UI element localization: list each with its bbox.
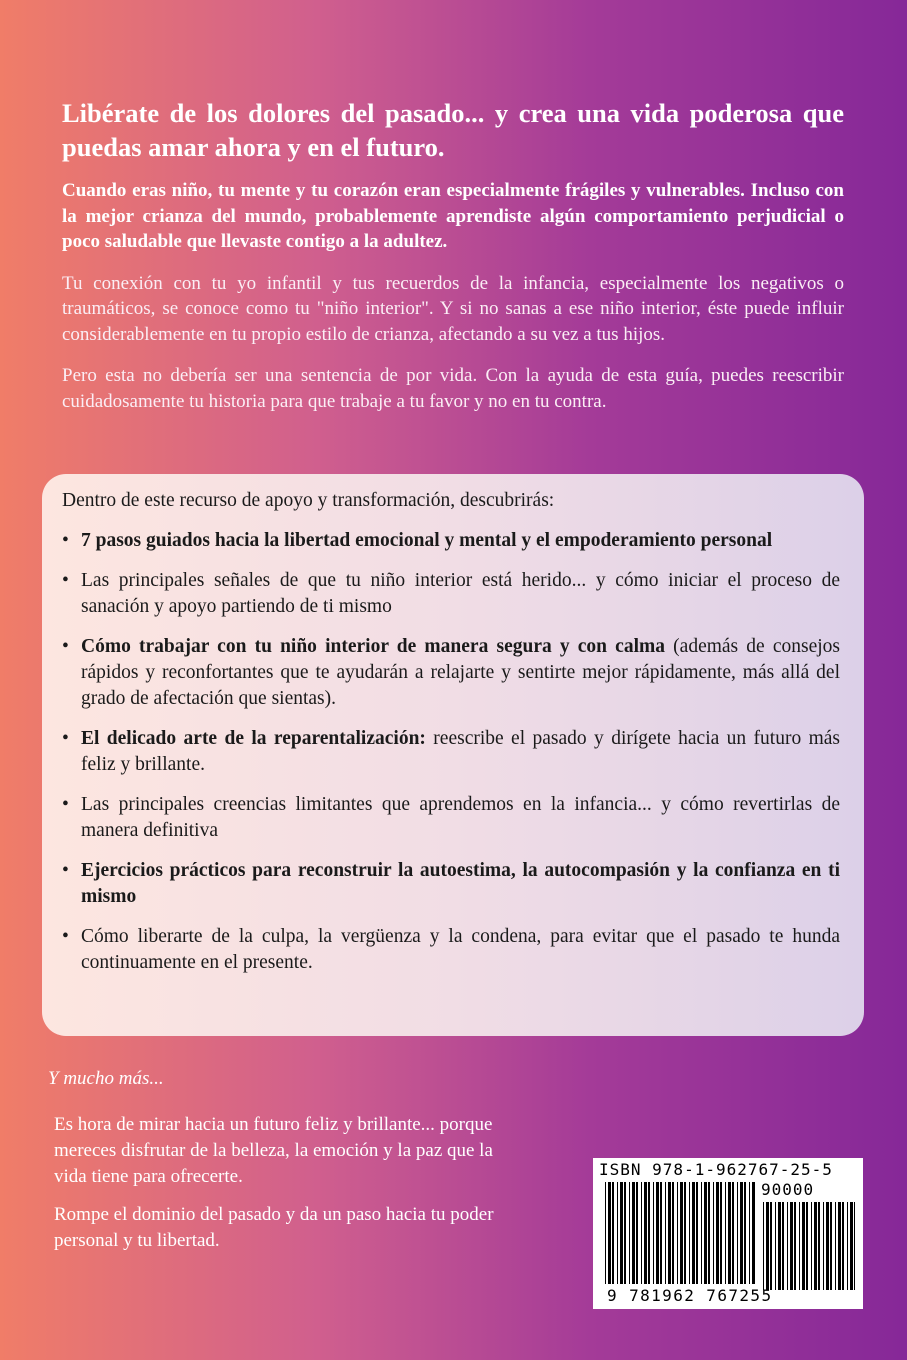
barcode-bar	[794, 1202, 796, 1290]
feature-text: (además de consejos rápidos y reconfortantes que te ayudarán a relajarte y sentirte mejor rápidamente, más allá del grado de afectación que sientas).	[81, 636, 841, 709]
barcode-bar	[629, 1182, 630, 1284]
features-box	[42, 474, 864, 1036]
barcode-bar	[790, 1202, 793, 1290]
feature-text: Cómo liberarte de la culpa, la vergüenza y la condena, para evitar que el pasado te hunda continuamente en el presente.	[81, 926, 840, 973]
barcode-bar	[617, 1182, 618, 1284]
barcode-bar	[672, 1182, 674, 1284]
barcode-bar	[660, 1182, 662, 1284]
feature-item	[62, 528, 840, 554]
feature-item	[62, 568, 840, 620]
intro-section	[62, 96, 844, 430]
barcode-bar	[732, 1182, 734, 1284]
closing-section	[54, 1112, 524, 1266]
feature-text: reescribe el pasado y dirígete hacia un futuro más feliz y brillante.	[81, 728, 840, 775]
barcode-bar	[612, 1182, 614, 1284]
barcode-bar	[835, 1202, 836, 1290]
barcode-bar	[766, 1202, 769, 1290]
barcode-bar	[725, 1182, 726, 1284]
barcode-bar	[668, 1182, 671, 1284]
feature-bold: Cómo trabajar con tu niño interior de manera segura y con calma	[81, 636, 666, 657]
barcode-bar	[740, 1182, 743, 1284]
bullet-icon: •	[62, 570, 69, 591]
barcode-bar	[770, 1202, 772, 1290]
barcode-bar	[641, 1182, 642, 1284]
barcode-bar	[782, 1202, 784, 1290]
features-list	[62, 528, 840, 976]
barcode-bar	[624, 1182, 626, 1284]
barcode-bar	[823, 1202, 824, 1290]
barcode-bar	[854, 1202, 855, 1290]
barcode-bar	[737, 1182, 738, 1284]
barcode-bar	[708, 1182, 710, 1284]
feature-bold: 7 pasos guiados hacia la libertad emocional y mental y el empoderamiento personal	[81, 530, 773, 551]
barcode-bar	[842, 1202, 844, 1290]
barcode-bar	[608, 1182, 611, 1284]
barcode-bar	[799, 1202, 800, 1290]
feature-item	[62, 924, 840, 976]
and-much-more: Y mucho más...	[48, 1068, 164, 1089]
feature-item	[62, 726, 840, 778]
barcode-bar	[648, 1182, 650, 1284]
barcode-bar	[811, 1202, 812, 1290]
bullet-icon: •	[62, 636, 69, 657]
closing-paragraph-break-free: Rompe el dominio del pasado y da un paso hacia tu poder personal y tu libertad.	[54, 1204, 494, 1251]
barcode-bar	[704, 1182, 707, 1284]
features-lead: Dentro de este recurso de apoyo y transformación, descubrirás:	[62, 490, 555, 511]
barcode-bar	[689, 1182, 690, 1284]
barcode-bar	[701, 1182, 702, 1284]
isbn-label: ISBN 978-1-962767-25-5	[599, 1160, 833, 1179]
feature-text: Las principales creencias limitantes que aprendemos en la infancia... y cómo revertirlas de manera definitiva	[81, 794, 840, 841]
feature-item	[62, 634, 840, 712]
intro-paragraph-rewrite: Pero esta no debería ser una sentencia de por vida. Con la ayuda de esta guía, puedes reescribir cuidadosamente tu historia para que trabaje a tu favor y no en tu contra.	[62, 365, 844, 412]
barcode-digits: 9 781962 767255	[607, 1286, 773, 1305]
bullet-icon: •	[62, 728, 69, 749]
barcode-bar	[749, 1182, 750, 1284]
price-code: 90000	[761, 1180, 815, 1199]
barcode-bar	[802, 1202, 805, 1290]
barcode-bar	[814, 1202, 817, 1290]
closing-paragraph-future: Es hora de mirar hacia un futuro feliz y brillante... porque mereces disfrutar de la belleza, la emoción y la paz que la vida tiene para ofrecerte.	[54, 1114, 493, 1187]
feature-text: Las principales señales de que tu niño interior está herido... y cómo iniciar el proceso de sanación y apoyo partiendo de ti mismo	[81, 570, 840, 617]
isbn-barcode	[593, 1158, 863, 1309]
barcode-bar	[818, 1202, 820, 1290]
barcode-bar	[847, 1202, 848, 1290]
barcode-bar	[680, 1182, 683, 1284]
bullet-icon: •	[62, 860, 69, 881]
bullet-icon: •	[62, 794, 69, 815]
barcode-bar	[665, 1182, 666, 1284]
bullet-icon: •	[62, 530, 69, 551]
barcode-bar	[763, 1202, 764, 1290]
intro-bold-paragraph: Cuando eras niño, tu mente y tu corazón eran especialmente frágiles y vulnerables. Incluso con la mejor crianza del mundo, probablemente aprendiste algún comportamiento perjudicial o poco saludable que llevaste contigo a la adultez.	[62, 180, 844, 252]
barcode-bar	[605, 1182, 606, 1284]
barcode-bar	[713, 1182, 714, 1284]
barcode-bar	[620, 1182, 623, 1284]
barcode-bar	[653, 1182, 654, 1284]
barcode-bar	[716, 1182, 719, 1284]
barcode-bar	[838, 1202, 841, 1290]
barcode-bar	[656, 1182, 659, 1284]
barcode-bar	[632, 1182, 635, 1284]
barcode-bar	[696, 1182, 698, 1284]
barcode-bar	[728, 1182, 731, 1284]
barcode-bar	[744, 1182, 746, 1284]
feature-bold: Ejercicios prácticos para reconstruir la autoestima, la autocompasión y la confianza en ti mismo	[81, 860, 840, 907]
barcode-bar	[684, 1182, 686, 1284]
barcode-bar	[775, 1202, 776, 1290]
barcode-bar	[787, 1202, 788, 1290]
barcode-bar	[692, 1182, 695, 1284]
barcode-bar	[830, 1202, 832, 1290]
barcode-bar	[636, 1182, 638, 1284]
barcode-bar	[850, 1202, 853, 1290]
barcode-bar	[778, 1202, 781, 1290]
intro-paragraph-inner-child: Tu conexión con tu yo infantil y tus recuerdos de la infancia, especialmente los negativos o traumáticos, se conoce como tu "niño interior". Y si no sanas a ese niño interior, éste puede influir considerablemente en tu propio estilo de crianza, afectando a su vez a tus hijos.	[62, 272, 844, 345]
barcode-bar	[644, 1182, 647, 1284]
barcode-bar	[806, 1202, 808, 1290]
feature-bold: El delicado arte de la reparentalización:	[81, 728, 426, 749]
barcode-bar	[752, 1182, 755, 1284]
barcode-bar	[720, 1182, 722, 1284]
barcode-bar	[677, 1182, 678, 1284]
feature-item	[62, 792, 840, 844]
barcode-bar	[826, 1202, 829, 1290]
headline: Libérate de los dolores del pasado... y crea una vida poderosa que puedas amar ahora y en el futuro.	[62, 98, 844, 162]
bullet-icon: •	[62, 926, 69, 947]
feature-item	[62, 858, 840, 910]
